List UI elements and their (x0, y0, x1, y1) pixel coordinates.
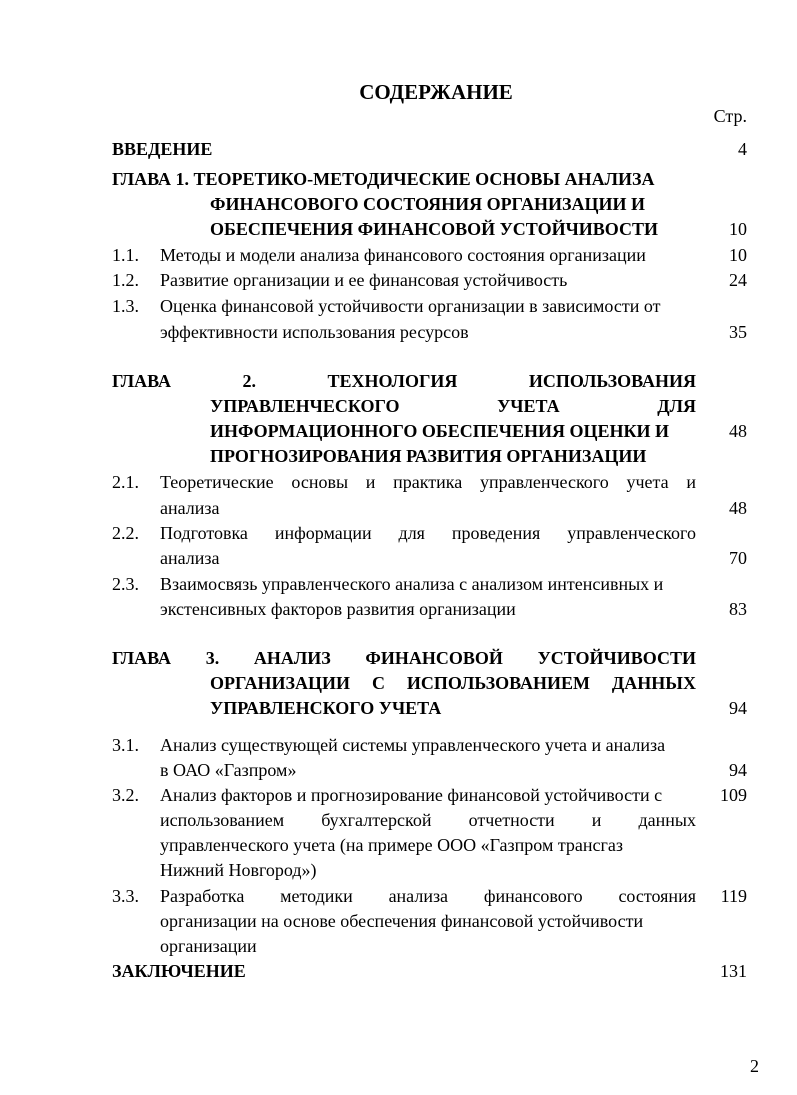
chapter-2-page: 48 (729, 421, 747, 441)
word: основы (291, 472, 349, 492)
word: анализа (388, 886, 449, 906)
word: бухгалтерской (321, 810, 432, 830)
word: ГЛАВА (112, 371, 172, 391)
word: практика (393, 472, 463, 492)
section-3-2-title-line1[interactable]: Анализ факторов и прогнозирование финансовой устойчивости с (160, 785, 663, 805)
chapter-1-heading-line1: ГЛАВА 1. ТЕОРЕТИКО-МЕТОДИЧЕСКИЕ ОСНОВЫ АНАЛИЗА (112, 169, 655, 189)
word: УПРАВЛЕНЧЕСКОГО (210, 396, 400, 416)
section-3-3-title-line2[interactable]: организации на основе обеспечения финансовой устойчивости (160, 911, 644, 931)
word: Теоретические (160, 472, 274, 492)
word: и (365, 472, 376, 492)
section-2-3-number: 2.3. (112, 574, 139, 594)
section-2-1-number: 2.1. (112, 472, 139, 492)
section-3-1-page: 94 (729, 760, 747, 780)
section-3-3-page: 119 (720, 886, 747, 906)
section-2-1-title-line1[interactable] (160, 469, 696, 495)
section-1-3-title-line2[interactable]: эффективности использования ресурсов (160, 322, 469, 342)
word: ИСПОЛЬЗОВАНИЯ (528, 371, 696, 391)
section-1-1-number: 1.1. (112, 245, 139, 265)
word: управленческого (479, 472, 609, 492)
chapter-1-heading-line2: ФИНАНСОВОГО СОСТОЯНИЯ ОРГАНИЗАЦИИ И (210, 194, 646, 214)
section-2-1-title-line2[interactable]: анализа (160, 498, 220, 518)
section-1-3-number: 1.3. (112, 296, 139, 316)
toc-conclusion[interactable]: ЗАКЛЮЧЕНИЕ (112, 961, 246, 981)
word: для (398, 523, 425, 543)
section-2-3-page: 83 (729, 599, 747, 619)
section-1-2-page: 24 (729, 270, 747, 290)
section-2-2-title-line2[interactable]: анализа (160, 548, 220, 568)
word: ИСПОЛЬЗОВАНИЕМ (406, 673, 590, 693)
word: УСТОЙЧИВОСТИ (537, 648, 696, 668)
section-1-3-page: 35 (729, 322, 747, 342)
word: Разработка (160, 886, 245, 906)
section-3-2-title-line3[interactable]: управленческого учета (на примере ООО «Газпром трансгаз (160, 835, 624, 855)
word: информации (274, 523, 372, 543)
word: С (371, 673, 385, 693)
word: ДАННЫХ (611, 673, 696, 693)
section-1-1-page: 10 (729, 245, 747, 265)
chapter-2-heading-line3: ИНФОРМАЦИОННОГО ОБЕСПЕЧЕНИЯ ОЦЕНКИ И (210, 421, 670, 441)
section-3-1-title-line2[interactable]: в ОАО «Газпром» (160, 760, 297, 780)
word: состояния (618, 886, 696, 906)
chapter-3-heading-line1 (112, 645, 696, 671)
section-2-3-title-line2[interactable]: экстенсивных факторов развития организации (160, 599, 516, 619)
toc-intro-page: 4 (738, 139, 747, 159)
word: УЧЕТА (497, 396, 560, 416)
page-title: СОДЕРЖАНИЕ (359, 80, 513, 104)
chapter-2-heading-line2 (210, 393, 696, 419)
word: и (591, 810, 602, 830)
section-3-2-title-line4[interactable]: Нижний Новгород») (160, 860, 317, 880)
word: Подготовка (160, 523, 248, 543)
section-1-2-title[interactable]: Развитие организации и ее финансовая устойчивость (160, 270, 568, 290)
word: ДЛЯ (657, 396, 696, 416)
section-2-2-page: 70 (729, 548, 747, 568)
section-1-2-number: 1.2. (112, 270, 139, 290)
section-2-2-number: 2.2. (112, 523, 139, 543)
section-1-1-title[interactable]: Методы и модели анализа финансового состояния организации (160, 245, 646, 265)
word: 2. (242, 371, 256, 391)
word: ОРГАНИЗАЦИИ (210, 673, 350, 693)
section-2-2-title-line1[interactable] (160, 520, 696, 546)
chapter-3-heading-line3: УПРАВЛЕНСКОГО УЧЕТА (210, 698, 442, 718)
section-2-3-title-line1[interactable]: Взаимосвязь управленческого анализа с анализом интенсивных и (160, 574, 664, 594)
chapter-2-heading-line4: ПРОГНОЗИРОВАНИЯ РАЗВИТИЯ ОРГАНИЗАЦИИ (210, 446, 647, 466)
chapter-3-heading-line2 (210, 670, 696, 696)
word: данных (638, 810, 696, 830)
section-1-3-title-line1[interactable]: Оценка финансовой устойчивости организации в зависимости от (160, 296, 661, 316)
word: 3. (205, 648, 220, 668)
word: ГЛАВА (112, 648, 172, 668)
word: финансового (483, 886, 583, 906)
word: проведения (451, 523, 541, 543)
section-3-1-number: 3.1. (112, 735, 139, 755)
section-3-1-title-line1[interactable]: Анализ существующей системы управленческого учета и анализа (160, 735, 666, 755)
chapter-1-heading-line3: ОБЕСПЕЧЕНИЯ ФИНАНСОВОЙ УСТОЙЧИВОСТИ (210, 219, 659, 239)
word: учета (626, 472, 669, 492)
word: методики (280, 886, 353, 906)
section-3-3-title-line1[interactable] (160, 883, 696, 909)
word: управленческого (567, 523, 696, 543)
section-3-2-title-line2[interactable] (160, 807, 696, 833)
toc-intro[interactable]: ВВЕДЕНИЕ (112, 139, 213, 159)
word: отчетности (468, 810, 555, 830)
word: ФИНАНСОВОЙ (365, 648, 503, 668)
section-3-3-title-line3[interactable]: организации (160, 936, 257, 956)
word: использованием (160, 810, 285, 830)
chapter-2-heading-line1 (112, 368, 696, 394)
chapter-3-page: 94 (729, 698, 747, 718)
page-column-label: Стр. (713, 106, 747, 126)
section-3-3-number: 3.3. (112, 886, 139, 906)
page-number: 2 (750, 1056, 759, 1076)
section-3-2-number: 3.2. (112, 785, 139, 805)
word: и (686, 472, 696, 492)
word: ТЕХНОЛОГИЯ (327, 371, 458, 391)
section-2-1-page: 48 (729, 498, 747, 518)
section-3-2-page: 109 (720, 785, 747, 805)
toc-conclusion-page: 131 (720, 961, 747, 981)
word: АНАЛИЗ (253, 648, 331, 668)
chapter-1-page: 10 (729, 219, 747, 239)
